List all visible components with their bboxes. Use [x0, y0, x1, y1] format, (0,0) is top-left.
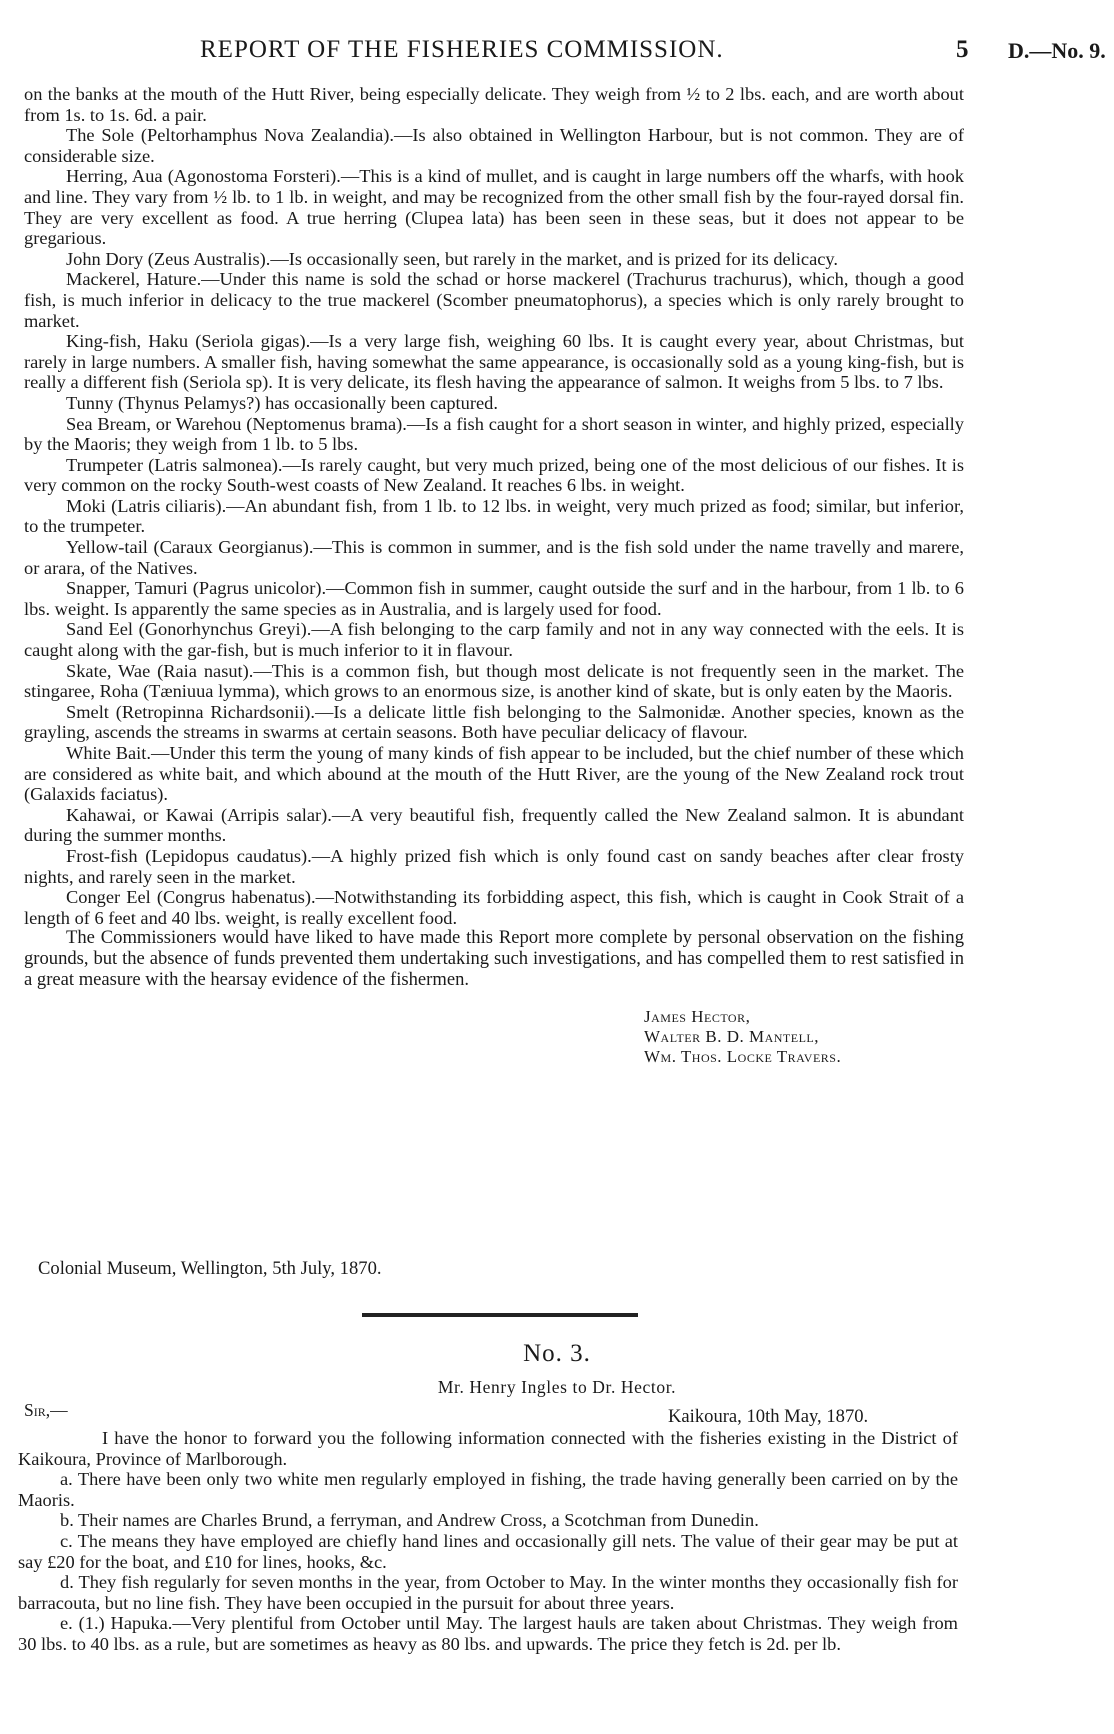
letter-number: No. 3.: [523, 1340, 591, 1367]
paragraph: Herring, Aua (Agonostoma Forsteri).—This is a kind of mullet, and is caught in large numbers off the wharfs, with hook and line. They vary from ½ lb. to 1 lb. in weight, and may be recognized from the other small fish by the four-rayed dorsal fin. They are very excellent as food. A true herring (Clupea lata) has been seen in these seas, but it does not appear to be gregarious.: [24, 166, 964, 249]
paragraph: Sand Eel (Gonorhynchus Greyi).—A fish belonging to the carp family and not in any way connected with the eels. It is caught along with the gar-fish, but is much inferior to it in flavour.: [24, 619, 964, 661]
paragraph: Trumpeter (Latris salmonea).—Is rarely caught, but very much prized, being one of the most delicious of our fishes. It is very common on the rocky South-west coasts of New Zealand. It reaches 6 lbs. in weight.: [24, 454, 964, 496]
paragraph: Kahawai, or Kawai (Arripis salar).—A very beautiful fish, frequently called the New Zealand salmon. It is abundant during the summer months.: [24, 804, 964, 846]
closing-paragraph: The Commissioners would have liked to have made this Report more complete by personal observation on the fishing grounds, but the absence of funds prevented them undertaking such investigations, and has compelled them to rest satisfied in a great measure with the hearsay evidence of the fishermen.: [24, 927, 964, 990]
paragraph: Skate, Wae (Raia nasut).—This is a common fish, but though most delicate is not frequently seen in the market. The stingaree, Roha (Tæniuua lymma), which grows to an enormous size, is another kind of skate, but is only eaten by the Maoris.: [24, 660, 964, 702]
paragraph: Smelt (Retropinna Richardsonii).—Is a delicate little fish belonging to the Salmonidæ. Another species, known as the grayling, ascends the streams in swarms at certain seasons. Both have peculiar delicacy of flavour.: [24, 701, 964, 743]
report-body: [24, 84, 964, 1067]
letter-salutation: Sir,—: [24, 1400, 68, 1420]
paragraph: John Dory (Zeus Australis).—Is occasionally seen, but rarely in the market, and is prized for its delicacy.: [66, 248, 839, 269]
paragraph: on the banks at the mouth of the Hutt River, being especially delicate. They weigh from ½ to 2 lbs. each, and are worth about from 1s. to 1s. 6d. a pair.: [24, 84, 964, 125]
page-number: 5: [956, 36, 969, 63]
paragraph: Sea Bream, or Warehou (Neptomenus brama).—Is a fish caught for a short season in winter, and highly prized, especially by the Maoris; they weigh from 1 lb. to 5 lbs.: [24, 413, 964, 455]
signatory: Wm. Thos. Locke Travers.: [644, 1046, 842, 1066]
letter-date: Kaikoura, 10th May, 1870.: [668, 1406, 869, 1427]
paragraph: White Bait.—Under this term the young of many kinds of fish appear to be included, but the chief number of these which are considered as white bait, and which abound at the mouth of the Hutt River, are the young of the New Zealand rock trout (Galaxids faciatus).: [24, 743, 964, 805]
paragraph: Moki (Latris ciliaris).—An abundant fish, from 1 lb. to 12 lbs. in weight, very much prized as food; similar, but inferior, to the trumpeter.: [24, 495, 964, 537]
paragraph: Frost-fish (Lepidopus caudatus).—A highly prized fish which is only found cast on sandy beaches after clear frosty nights, and rarely seen in the market.: [24, 845, 964, 887]
paragraph: The Sole (Peltorhamphus Nova Zealandia).—Is also obtained in Wellington Harbour, but is not common. They are of considerable size.: [24, 125, 964, 166]
paragraph: Mackerel, Hature.—Under this name is sold the schad or horse mackerel (Trachurus trachurus), which, though a good fish, is much inferior in delicacy to the true mackerel (Scomber pneumatophorus), a species which is only rarely brought to market.: [24, 269, 964, 331]
signature-block: [644, 1007, 964, 1067]
paragraph: Snapper, Tamuri (Pagrus unicolor).—Common fish in summer, caught outside the surf and in the harbour, from 1 lb. to 6 lbs. weight. Is apparently the same species as in Australia, and is largely used for food.: [24, 578, 964, 619]
paragraph: Yellow-tail (Caraux Georgianus).—This is common in summer, and is the fish sold under the name travelly and marere, or arara, of the Natives.: [24, 537, 964, 578]
signatory: James Hector,: [644, 1006, 751, 1026]
letter-paragraph: I have the honor to forward you the following information connected with the fisheries existing in the District of Kaikoura, Province of Marlborough.: [18, 1428, 958, 1469]
letter-paragraph: b. Their names are Charles Brund, a ferryman, and Andrew Cross, a Scotchman from Dunedin.: [60, 1510, 759, 1531]
report-title: REPORT OF THE FISHERIES COMMISSION.: [200, 36, 724, 63]
letter-paragraph: d. They fish regularly for seven months in the year, from October to May. In the winter months they occasionally fish for barracouta, but no line fish. They have been occupied in the pursuit for about three years.: [18, 1572, 958, 1613]
paragraph: Conger Eel (Congrus habenatus).—Notwithstanding its forbidding aspect, this fish, which is caught in Cook Strait of a length of 6 feet and 40 lbs. weight, is really excellent food.: [24, 887, 964, 928]
paragraph: Tunny (Thynus Pelamys?) has occasionally been captured.: [66, 392, 498, 413]
place-date: Colonial Museum, Wellington, 5th July, 1870.: [38, 1258, 382, 1279]
letter-paragraph: a. There have been only two white men regularly employed in fishing, the trade having generally been carried on by the Maoris.: [18, 1469, 958, 1510]
paragraph: King-fish, Haku (Seriola gigas).—Is a very large fish, weighing 60 lbs. It is caught every year, about Christmas, but rarely in large numbers. A smaller fish, having somewhat the same appearance, is occasionally sold as a young king-fish, but is really a different fish (Seriola sp). It is very delicate, its flesh having the appearance of salmon. It weighs from 5 lbs. to 7 lbs.: [24, 331, 964, 393]
letter-body: [18, 1428, 958, 1655]
letter-paragraph: e. (1.) Hapuka.—Very plentiful from October until May. The largest hauls are taken about Christmas. They weigh from 30 lbs. to 40 lbs. as a rule, but are sometimes as heavy as 80 lbs. and upwards. The price they fetch is 2d. per lb.: [18, 1613, 958, 1654]
letter-paragraph: c. The means they have employed are chiefly hand lines and occasionally gill nets. The value of their gear may be put at say £20 for the boat, and £10 for lines, hooks, &c.: [18, 1530, 958, 1572]
signatory: Walter B. D. Mantell,: [644, 1026, 819, 1046]
page-header: [0, 36, 1114, 66]
letter-from-to: Mr. Henry Ingles to Dr. Hector.: [437, 1377, 677, 1397]
document-number: D.—No. 9.: [1008, 38, 1106, 63]
section-divider: [362, 1313, 638, 1317]
